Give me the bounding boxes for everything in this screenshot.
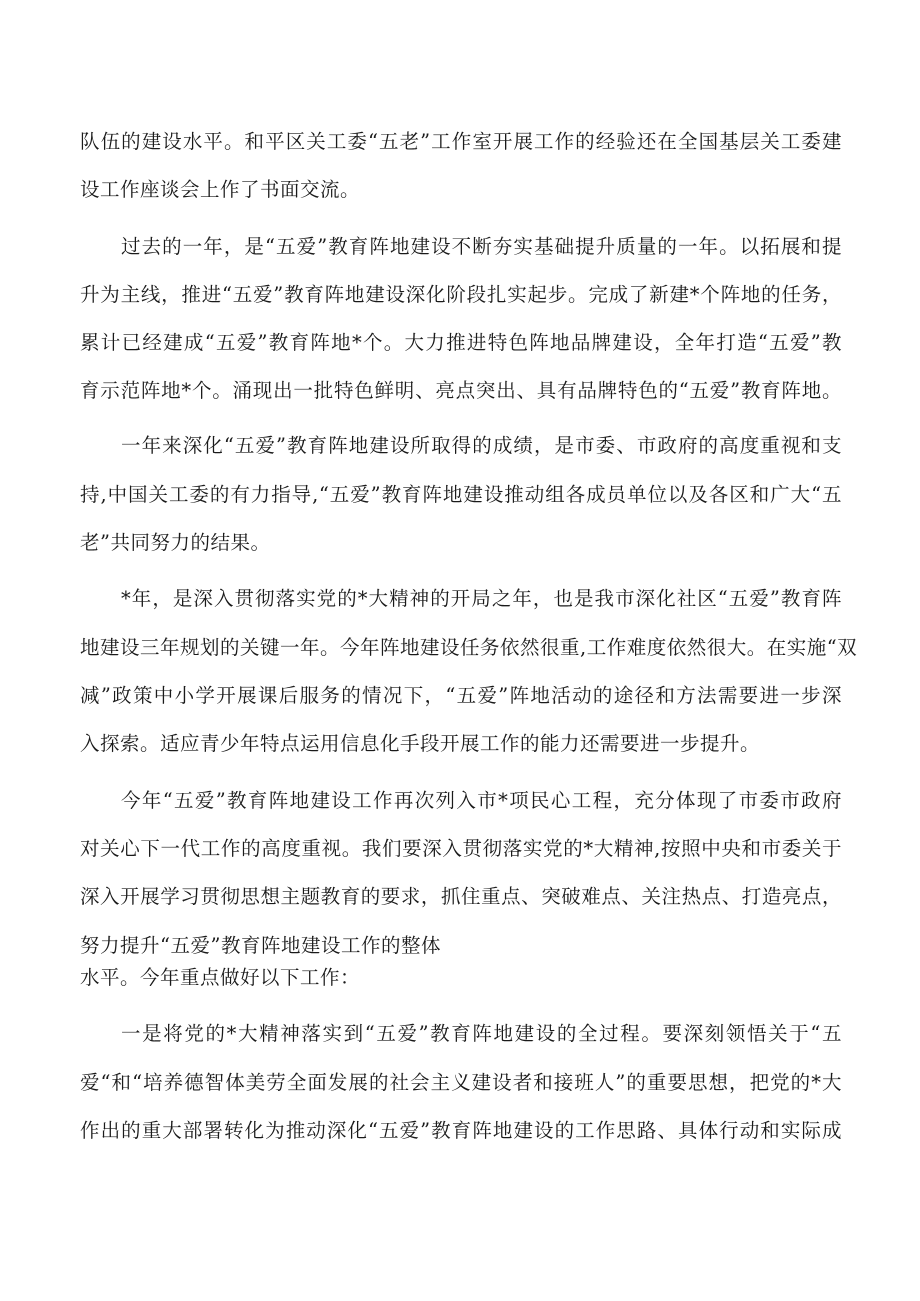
paragraph-2-line-1: 过去的一年，是“五爱”教育阵地建设不断夯实基础提升质量的一年。以拓展和提 (121, 235, 842, 258)
paragraph-5-line-1: 今年“五爱”教育阵地建设工作再次列入市*项民心工程，充分体现了市委市政府 (121, 789, 842, 812)
paragraph-4-line-3: 减”政策中小学开展课后服务的情况下，“五爱”阵地活动的途径和方法需要进一步深 (80, 684, 842, 707)
paragraph-5-line-2: 对关心下一代工作的高度重视。我们要深入贯彻落实党的*大精神,按照中央和市委关于 (80, 837, 842, 860)
paragraph-3-line-3: 老”共同努力的结果。 (80, 531, 271, 554)
paragraph-2-line-3: 累计已经建成“五爱”教育阵地*个。大力推进特色阵地品牌建设，全年打造“五爱”教 (80, 331, 842, 354)
paragraph-4-line-1: *年，是深入贯彻落实党的*大精神的开局之年，也是我市深化社区“五爱”教育阵 (121, 587, 842, 610)
paragraph-3-line-1: 一年来深化“五爱”教育阵地建设所取得的成绩，是市委、市政府的高度重视和支 (121, 434, 842, 457)
paragraph-4-line-4: 入探索。适应青少年特点运用信息化手段开展工作的能力还需要进一步提升。 (80, 732, 761, 755)
paragraph-6-line-2: 爱“和“培养德智体美劳全面发展的社会主义建设者和接班人”的重要思想，把党的*大 (80, 1071, 842, 1094)
paragraph-1-line-2: 设工作座谈会上作了书面交流。 (80, 178, 361, 201)
paragraph-5-line-5: 水平。今年重点做好以下工作： (80, 966, 361, 989)
paragraph-3-line-2: 持,中国关工委的有力指导,“五爱”教育阵地建设推动组各成员单位以及各区和广大“五 (80, 483, 842, 506)
paragraph-6-line-1: 一是将党的*大精神落实到“五爱”教育阵地建设的全过程。要深刻领悟关于“五 (121, 1022, 842, 1045)
paragraph-1-line-1: 队伍的建设水平。和平区关工委“五老”工作室开展工作的经验还在全国基层关工委建 (80, 130, 842, 153)
paragraph-5-line-3: 深入开展学习贯彻思想主题教育的要求，抓住重点、突破难点、关注热点、打造亮点， (80, 885, 842, 908)
paragraph-2-line-2: 升为主线，推进“五爱”教育阵地建设深化阶段扎实起步。完成了新建*个阵地的任务， (80, 283, 842, 306)
paragraph-4-line-2: 地建设三年规划的关键一年。今年阵地建设任务依然很重,工作难度依然很大。在实施“双 (80, 636, 858, 659)
paragraph-2-line-4: 育示范阵地*个。涌现出一批特色鲜明、亮点突出、具有品牌特色的“五爱”教育阵地。 (80, 379, 842, 402)
paragraph-5-line-4: 努力提升“五爱”教育阵地建设工作的整体 (80, 934, 441, 957)
paragraph-6-line-3: 作出的重大部署转化为推动深化“五爱”教育阵地建设的工作思路、具体行动和实际成 (80, 1119, 842, 1142)
